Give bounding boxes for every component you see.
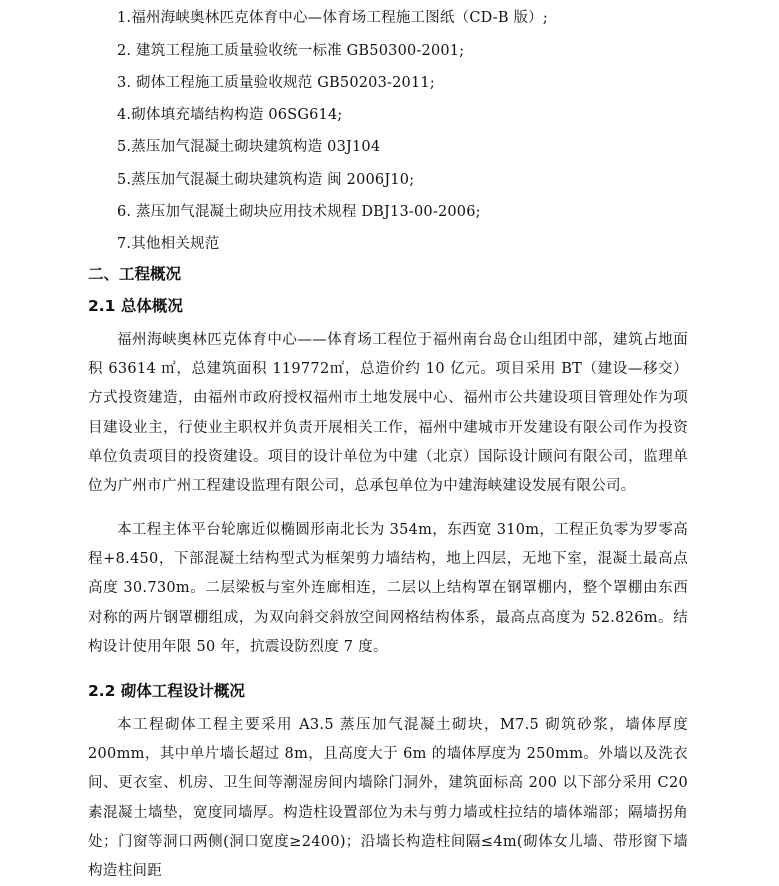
subsection-heading-2-1: 2.1 总体概况 [88, 297, 183, 315]
masonry-paragraph: 本工程砌体工程主要采用 A3.5 蒸压加气混凝土砌块，M7.5 砌筑砂浆，墙体厚度 200mm，其中单片墙长超过 8m，且高度大于 6m 的墙体厚度为 250mm。外墙以及洗衣间、更衣室、机房、卫生间等潮湿房间内墙除门洞外，建筑面标高 200 以下部分采用 C20 素混凝土墙垫，宽度同墙厚。构造柱设置部位为未与剪力墙或柱拉结的墙体端部；隔墙拐角处；门窗等洞口两侧(洞口宽度≥2400)；沿墙长构造柱间隔≤4m(砌体女儿墙、带形窗下墙构造柱间距 [88, 717, 688, 880]
subsection-heading-2-2: 2.2 砌体工程设计概况 [88, 682, 245, 700]
overview-paragraph-2: 本工程主体平台轮廓近似椭圆形南北长为 354m，东西宽 310m，工程正负零为罗零高程+8.450，下部混凝土结构型式为框架剪力墙结构，地上四层，无地下室，混凝土最高点高度 30.730m。二层梁板与室外连廊相连，二层以上结构罩在钢罩棚内，整个罩棚由东西对称的两片钢罩棚组成，为双向斜交斜放空间网格结构体系，最高点高度为 52.826m。结构设计使用年限 50 年，抗震设防烈度 7 度。 [88, 522, 688, 655]
reference-item-2: 2. 建筑工程施工质量验收统一标准 GB50300-2001; [117, 43, 465, 59]
reference-item-8: 7.其他相关规范 [117, 236, 220, 252]
reference-item-5: 5.蒸压加气混凝土砌块建筑构造 03J104 [117, 139, 381, 155]
section-heading: 二、工程概况 [88, 265, 182, 283]
reference-item-6: 5.蒸压加气混凝土砌块建筑构造 闽 2006J10; [117, 172, 415, 188]
reference-item-1: 1.福州海峡奥林匹克体育中心—体育场工程施工图纸（CD-B 版）; [117, 10, 548, 26]
reference-item-4: 4.砌体填充墙结构构造 06SG614; [117, 107, 343, 123]
reference-item-3: 3. 砌体工程施工质量验收规范 GB50203-2011; [117, 75, 435, 91]
reference-item-7: 6. 蒸压加气混凝土砌块应用技术规程 DBJ13-00-2006; [117, 204, 481, 220]
overview-paragraph-1: 福州海峡奥林匹克体育中心——体育场工程位于福州南台岛仓山组团中部，建筑占地面积 63614 ㎡，总建筑面积 119772㎡，总造价约 10 亿元。项目采用 BT（建设—移交）方式投资建造，由福州市政府授权福州市土地发展中心、福州市公共建设项目管理处作为项目建设业主，行使业主职权并负责开展相关工作，福州中建城市开发建设有限公司作为投资单位负责项目的投资建设。项目的设计单位为中建（北京）国际设计顾问有限公司，监理单位为广州市广州工程建设监理有限公司，总承包单位为中建海峡建设发展有限公司。 [88, 332, 688, 495]
